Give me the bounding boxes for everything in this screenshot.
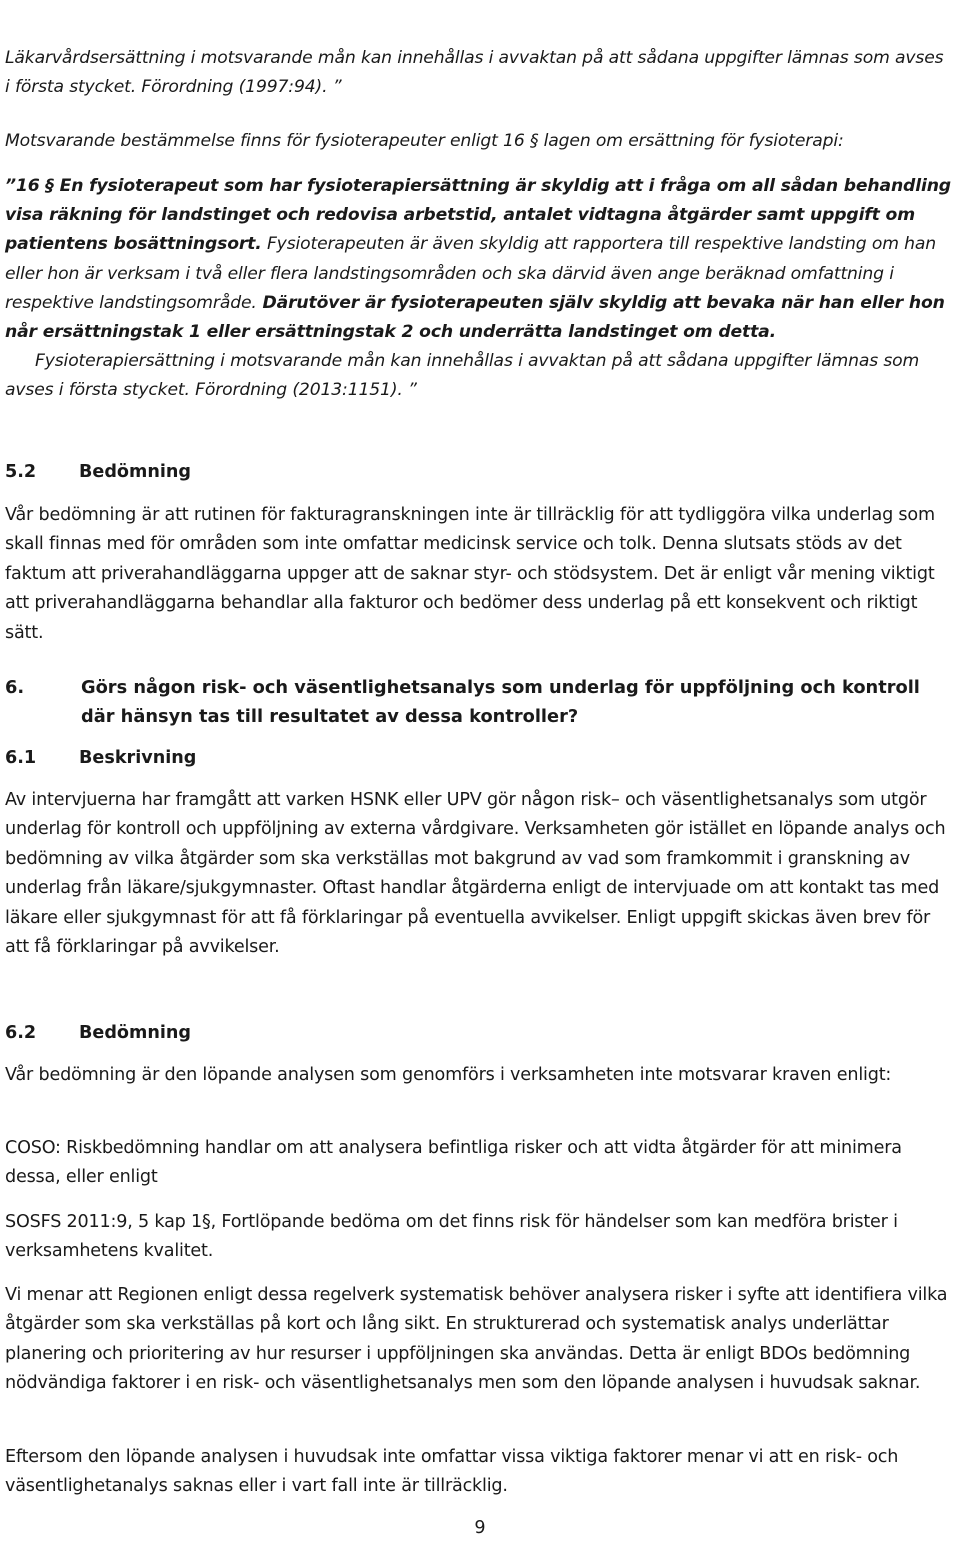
- page-number: 9: [474, 1518, 486, 1538]
- section-number: 6.2: [5, 1023, 37, 1043]
- law-quote-paragraph: [5, 172, 951, 406]
- section-5-2-text: Vår bedömning är att rutinen för fakturagranskningen inte är tillräcklig för att tydliggöra vilka underlag som skall finnas med för områden som inte omfattar medicinsk service och tolk. Denna slutsats stöds av det faktum att priverahandläggarna uppger att de saknar styr- och stödsystem. Det är enligt vår mening viktigt att priverahandläggarna behandlar alla fakturor och bedömer dess underlag på ett konsekvent och riktigt sätt.: [5, 505, 935, 643]
- section-number: 6.: [5, 677, 25, 698]
- law-quote-part-1: ”16 § En fysioterapeut som har fysioterapiersättning är skyldig att i fråga om all sådan behandling visa räkning för landstinget och redovisa arbetstid, antalet vidtagna åtgärder samt uppgift om patientens bosättningsort.: [5, 176, 951, 255]
- section-title: Bedömning: [79, 1023, 192, 1043]
- section-6-2-paragraph-2: COSO: Riskbedömning handlar om att analysera befintliga risker och att vidta åtgärder för att minimera dessa, eller enligt: [5, 1138, 902, 1188]
- section-number: 5.2: [5, 462, 37, 482]
- document-page: [5, 0, 955, 1545]
- section-heading-6-2: [5, 1019, 191, 1048]
- section-title: Görs någon risk- och väsentlighetsanalys som underlag för uppföljning och kontroll där hänsyn tas till resultatet av dessa kontroller?: [81, 677, 920, 727]
- section-heading-5-2: [5, 458, 191, 487]
- section-number: 6.1: [5, 748, 37, 768]
- law-quote-part-2: Fysioterapeuten är även skyldig att rapportera till respektive landsting om han eller hon är verksam i två eller flera landstingsområden och ska därvid även ange beräknad omfattning i respektive landstingsområde.: [5, 234, 936, 313]
- section-6-2-paragraph-1: Vår bedömning är den löpande analysen som genomförs i verksamheten inte motsvarar kraven enligt:: [5, 1065, 892, 1085]
- section-heading-6-1: [5, 744, 196, 773]
- section-6-2-paragraph-4: Vi menar att Regionen enligt dessa regelverk systematisk behöver analysera risker i syfte att identifiera vilka åtgärder som ska verkställas på kort och lång sikt. En strukturerad och systematisk analys underlättar planering och prioritering av hur resurser i uppföljningen ska användas. Detta är enligt BDOs bedömning nödvändiga faktorer i en risk- och väsentlighetsanalys men som den löpande analysen i huvudsak saknar.: [5, 1285, 948, 1394]
- law-quote-part-4: Fysioterapiersättning i motsvarande mån kan innehållas i avvaktan på att sådana uppgifter lämnas som avses i första stycket. Förordning (2013:1151). ”: [5, 351, 920, 401]
- section-6-2-paragraph-3: SOSFS 2011:9, 5 kap 1§, Fortlöpande bedöma om det finns risk för händelser som kan medföra brister i verksamhetens kvalitet.: [5, 1212, 898, 1262]
- section-title: Beskrivning: [79, 748, 197, 768]
- fysio-intro-paragraph: Motsvarande bestämmelse finns för fysioterapeuter enligt 16 § lagen om ersättning för fysioterapi:: [5, 131, 844, 151]
- section-heading-6: [5, 673, 951, 731]
- section-6-2-paragraph-5: Eftersom den löpande analysen i huvudsak inte omfattar vissa viktiga faktorer menar vi att en risk- och väsentlighetanalys saknas eller i vart fall inte är tillräcklig.: [5, 1447, 899, 1497]
- intro-quote-tail: Läkarvårdsersättning i motsvarande mån kan innehållas i avvaktan på att sådana uppgifter lämnas som avses i första stycket. Förordning (1997:94). ”: [5, 48, 944, 98]
- section-6-1-text: Av intervjuerna har framgått att varken HSNK eller UPV gör någon risk– och väsentlighetsanalys som utgör underlag för kontroll och uppföljning av externa vårdgivare. Verksamheten gör istället en löpande analys och bedömning av vilka åtgärder som ska verkställas mot bakgrund av vad som framkommit i granskning av underlag från läkare/sjukgymnaster. Oftast handlar åtgärderna enligt de intervjuade om att kontakt tas med läkare eller sjukgymnast för att få förklaringar på eventuella avvikelser. Enligt uppgift skickas även brev för att få förklaringar på avvikelser.: [5, 790, 946, 958]
- law-quote-part-3: Därutöver är fysioterapeuten själv skyldig att bevaka när han eller hon når ersättningstak 1 eller ersättningstak 2 och underrätta landstinget om detta.: [5, 292, 945, 343]
- section-title: Bedömning: [79, 462, 192, 482]
